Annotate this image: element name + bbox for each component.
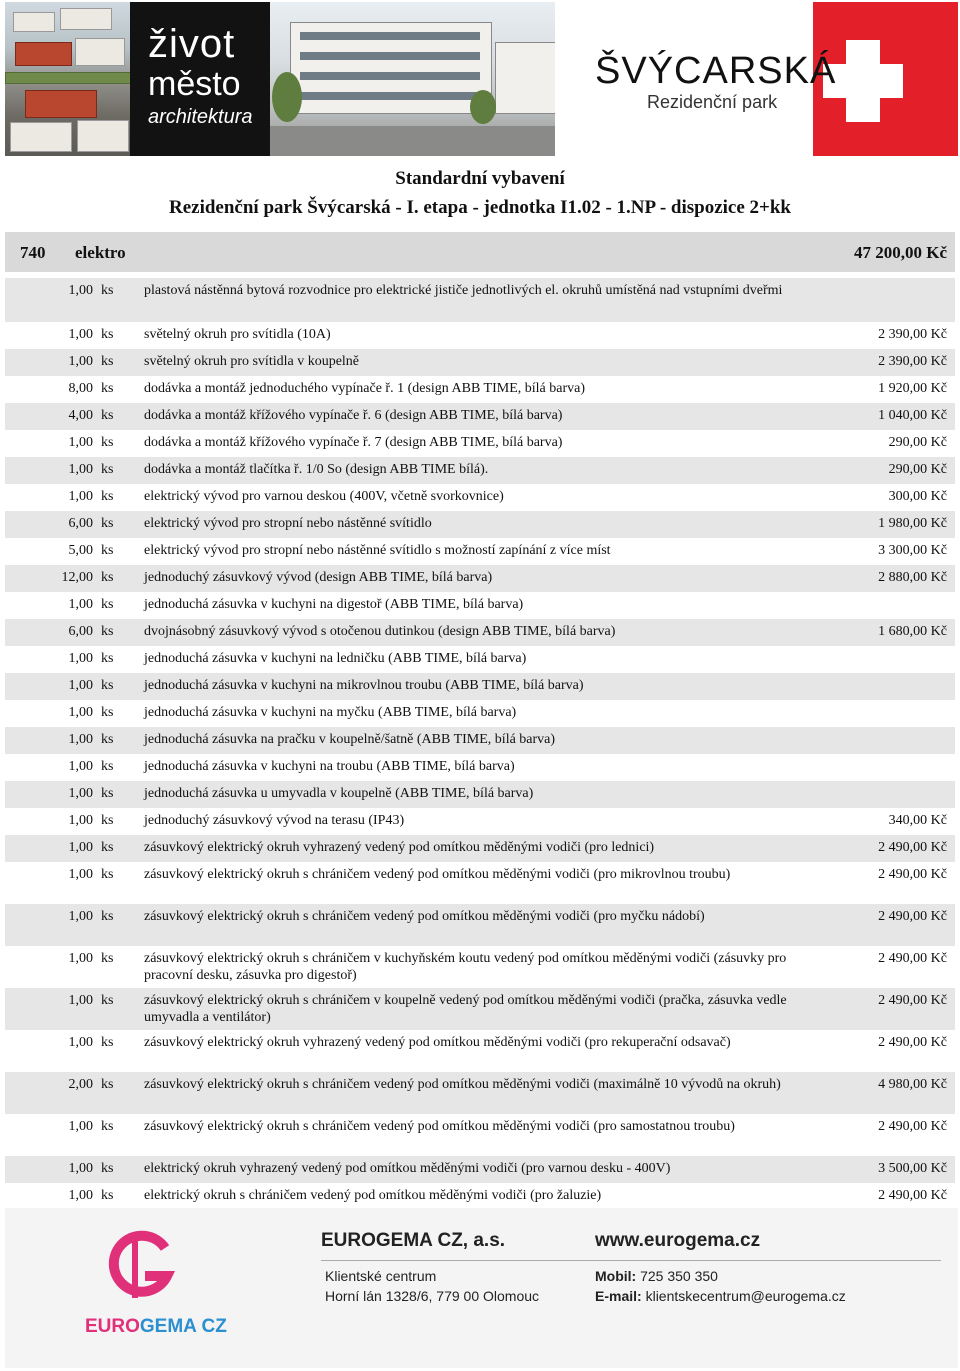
item-qty: 1,00 bbox=[68, 1188, 93, 1203]
item-unit: ks bbox=[101, 909, 114, 924]
address: Horní lán 1328/6, 779 00 Olomouc bbox=[325, 1288, 540, 1304]
item-unit: ks bbox=[101, 1188, 114, 1203]
item-qty: 1,00 bbox=[68, 283, 93, 298]
item-row bbox=[5, 1072, 955, 1114]
item-unit: ks bbox=[101, 759, 114, 774]
document-title: Standardní vybavení bbox=[395, 168, 565, 189]
item-price: 2 490,00 Kč bbox=[878, 1119, 947, 1134]
website-link[interactable]: www.eurogema.cz bbox=[595, 1230, 761, 1251]
item-desc: zásuvkový elektrický okruh s chráničem vedený pod omítkou měděnými vodiči (pro myčku nádobí) bbox=[144, 909, 705, 924]
item-desc: elektrický vývod pro stropní nebo nástěnné svítidlo bbox=[144, 516, 432, 531]
item-qty: 4,00 bbox=[68, 408, 93, 423]
zivot-mesto-logo bbox=[130, 2, 270, 156]
item-desc: jednoduchá zásuvka v kuchyni na myčku (ABB TIME, bílá barva) bbox=[144, 705, 517, 720]
item-price: 1 920,00 Kč bbox=[878, 381, 947, 396]
item-row bbox=[5, 1030, 955, 1072]
item-row bbox=[5, 457, 955, 484]
item-unit: ks bbox=[101, 624, 114, 639]
item-qty: 1,00 bbox=[68, 951, 93, 966]
item-price: 2 490,00 Kč bbox=[878, 1035, 947, 1050]
item-unit: ks bbox=[101, 651, 114, 666]
mobile-label: Mobil: bbox=[595, 1268, 637, 1284]
item-row bbox=[5, 946, 955, 988]
item-unit: ks bbox=[101, 597, 114, 612]
item-qty: 1,00 bbox=[68, 489, 93, 504]
item-row bbox=[5, 862, 955, 904]
item-price: 2 390,00 Kč bbox=[878, 354, 947, 369]
item-desc: zásuvkový elektrický okruh s chráničem vedený pod omítkou měděnými vodiči (maximálně 10 vývodů na okruh) bbox=[144, 1077, 781, 1092]
item-unit: ks bbox=[101, 327, 114, 342]
item-unit: ks bbox=[101, 381, 114, 396]
footer-brand bbox=[85, 1316, 227, 1338]
item-qty: 1,00 bbox=[68, 597, 93, 612]
item-price: 2 490,00 Kč bbox=[878, 951, 947, 966]
item-row bbox=[5, 988, 955, 1030]
item-qty: 1,00 bbox=[68, 867, 93, 882]
item-unit: ks bbox=[101, 408, 114, 423]
client-center: Klientské centrum bbox=[325, 1268, 437, 1284]
mobile-number[interactable]: 725 350 350 bbox=[640, 1268, 718, 1284]
item-unit: ks bbox=[101, 462, 114, 477]
item-unit: ks bbox=[101, 1077, 114, 1092]
item-qty: 1,00 bbox=[68, 1161, 93, 1176]
item-row bbox=[5, 538, 955, 565]
svycarska-logo-sub: Rezidenční park bbox=[647, 92, 778, 112]
item-unit: ks bbox=[101, 840, 114, 855]
item-qty: 8,00 bbox=[68, 381, 93, 396]
item-row bbox=[5, 700, 955, 727]
item-row bbox=[5, 592, 955, 619]
item-row bbox=[5, 1183, 955, 1210]
item-row bbox=[5, 403, 955, 430]
mobile-line bbox=[595, 1268, 718, 1284]
item-unit: ks bbox=[101, 354, 114, 369]
item-desc: světelný okruh pro svítidla v koupelně bbox=[144, 354, 360, 369]
item-desc: jednoduchá zásuvka v kuchyni na digestoř (ABB TIME, bílá barva) bbox=[144, 597, 524, 612]
item-row bbox=[5, 565, 955, 592]
item-row bbox=[5, 646, 955, 673]
item-qty: 1,00 bbox=[68, 705, 93, 720]
item-qty: 1,00 bbox=[68, 759, 93, 774]
item-desc: dodávka a montáž křížového vypínače ř. 6 (design ABB TIME, bílá barva) bbox=[144, 408, 563, 423]
item-desc: dodávka a montáž tlačítka ř. 1/0 So (design ABB TIME bílá). bbox=[144, 462, 489, 477]
item-row bbox=[5, 835, 955, 862]
item-qty: 5,00 bbox=[68, 543, 93, 558]
item-desc: zásuvkový elektrický okruh s chráničem v kuchyňském koutu vedený pod omítkou měděnými vodiči (zásuvky pro pracovní desku, zásuvka pro digestoř) bbox=[144, 951, 787, 983]
footer-brand-b: GEMA CZ bbox=[139, 1316, 227, 1337]
item-desc: dodávka a montáž křížového vypínače ř. 7 (design ABB TIME, bílá barva) bbox=[144, 435, 563, 450]
header-banner bbox=[5, 2, 958, 156]
item-price: 300,00 Kč bbox=[888, 489, 947, 504]
item-row bbox=[5, 754, 955, 781]
building-photo bbox=[270, 2, 555, 156]
item-price: 2 490,00 Kč bbox=[878, 840, 947, 855]
item-qty: 1,00 bbox=[68, 435, 93, 450]
item-qty: 1,00 bbox=[68, 462, 93, 477]
item-qty: 6,00 bbox=[68, 516, 93, 531]
item-row bbox=[5, 781, 955, 808]
logo-line-2: město bbox=[148, 65, 241, 103]
item-desc: jednoduchá zásuvka v kuchyni na mikrovlnou troubu (ABB TIME, bílá barva) bbox=[144, 678, 584, 693]
item-unit: ks bbox=[101, 283, 114, 298]
section-header bbox=[5, 232, 955, 272]
document-subtitle: Rezidenční park Švýcarská - I. etapa - jednotka I1.02 - 1.NP - dispozice 2+kk bbox=[168, 197, 791, 218]
item-desc: elektrický vývod pro varnou deskou (400V, včetně svorkovnice) bbox=[144, 489, 504, 504]
svycarska-logo-name: ŠVÝCARSKÁ bbox=[595, 50, 837, 92]
item-desc: elektrický vývod pro stropní nebo nástěnné svítidlo s možností zapínání z více míst bbox=[144, 543, 611, 558]
item-desc: zásuvkový elektrický okruh vyhrazený vedený pod omítkou měděnými vodiči (pro rekuperační odsavač) bbox=[144, 1035, 731, 1050]
item-unit: ks bbox=[101, 435, 114, 450]
item-desc: dodávka a montáž jednoduchého vypínače ř. 1 (design ABB TIME, bílá barva) bbox=[144, 381, 586, 396]
eurogema-logo-icon bbox=[105, 1226, 177, 1306]
item-desc: jednoduchý zásuvkový vývod (design ABB TIME, bílá barva) bbox=[144, 570, 493, 585]
item-unit: ks bbox=[101, 678, 114, 693]
item-desc: jednoduchá zásuvka u umyvadla v koupelně (ABB TIME, bílá barva) bbox=[144, 786, 534, 801]
item-desc: zásuvkový elektrický okruh s chráničem vedený pod omítkou měděnými vodiči (pro samostatnou troubu) bbox=[144, 1119, 735, 1134]
item-row bbox=[5, 619, 955, 646]
item-price: 1 680,00 Kč bbox=[878, 624, 947, 639]
item-price: 3 300,00 Kč bbox=[878, 543, 947, 558]
item-row bbox=[5, 727, 955, 754]
item-price: 2 880,00 Kč bbox=[878, 570, 947, 585]
item-price: 3 500,00 Kč bbox=[878, 1161, 947, 1176]
item-row bbox=[5, 430, 955, 457]
item-unit: ks bbox=[101, 543, 114, 558]
item-price: 1 040,00 Kč bbox=[878, 408, 947, 423]
item-price: 2 490,00 Kč bbox=[878, 993, 947, 1008]
item-desc: plastová nástěnná bytová rozvodnice pro elektrické jističe jednotlivých el. okruhů umístěná nad vstupními dveřmi bbox=[144, 283, 783, 298]
item-price: 2 390,00 Kč bbox=[878, 327, 947, 342]
item-qty: 1,00 bbox=[68, 909, 93, 924]
item-desc: zásuvkový elektrický okruh s chráničem vedený pod omítkou měděnými vodiči (pro mikrovlnou troubu) bbox=[144, 867, 731, 882]
item-desc: jednoduchá zásuvka v kuchyni na troubu (ABB TIME, bílá barva) bbox=[144, 759, 515, 774]
item-row bbox=[5, 1114, 955, 1156]
item-desc: zásuvkový elektrický okruh s chráničem v koupelně vedený pod omítkou měděnými vodiči (pračka, zásuvka vedle umyvadla a ventilátor) bbox=[144, 993, 787, 1025]
item-qty: 1,00 bbox=[68, 1035, 93, 1050]
email-address[interactable]: klientskecentrum@eurogema.cz bbox=[645, 1288, 846, 1304]
item-qty: 1,00 bbox=[68, 651, 93, 666]
item-qty: 1,00 bbox=[68, 813, 93, 828]
company-name: EUROGEMA CZ, a.s. bbox=[321, 1230, 506, 1251]
item-desc: dvojnásobný zásuvkový vývod s otočenou dutinkou (design ABB TIME, bílá barva) bbox=[144, 624, 616, 639]
aerial-photo bbox=[5, 2, 130, 156]
item-qty: 1,00 bbox=[68, 732, 93, 747]
item-unit: ks bbox=[101, 570, 114, 585]
item-desc: elektrický okruh s chráničem vedený pod omítkou měděnými vodiči (pro žaluzie) bbox=[144, 1188, 602, 1203]
item-unit: ks bbox=[101, 951, 114, 966]
item-row bbox=[5, 278, 955, 322]
section-code: 740 bbox=[20, 243, 46, 262]
item-price: 2 490,00 Kč bbox=[878, 909, 947, 924]
footer bbox=[5, 1208, 958, 1368]
item-row bbox=[5, 349, 955, 376]
item-unit: ks bbox=[101, 786, 114, 801]
item-price: 290,00 Kč bbox=[888, 435, 947, 450]
item-unit: ks bbox=[101, 813, 114, 828]
item-desc: světelný okruh pro svítidla (10A) bbox=[144, 327, 331, 342]
footer-divider bbox=[321, 1260, 941, 1261]
item-unit: ks bbox=[101, 732, 114, 747]
item-price: 2 490,00 Kč bbox=[878, 867, 947, 882]
item-qty: 1,00 bbox=[68, 1119, 93, 1134]
item-qty: 1,00 bbox=[68, 354, 93, 369]
item-qty: 1,00 bbox=[68, 786, 93, 801]
item-unit: ks bbox=[101, 993, 114, 1008]
item-unit: ks bbox=[101, 867, 114, 882]
item-unit: ks bbox=[101, 489, 114, 504]
item-row bbox=[5, 904, 955, 946]
email-label: E-mail: bbox=[595, 1288, 642, 1304]
item-unit: ks bbox=[101, 1119, 114, 1134]
item-price: 290,00 Kč bbox=[888, 462, 947, 477]
item-desc: zásuvkový elektrický okruh vyhrazený vedený pod omítkou měděnými vodiči (pro lednici) bbox=[144, 840, 655, 855]
footer-brand-a: EURO bbox=[85, 1316, 140, 1337]
item-price: 340,00 Kč bbox=[888, 813, 947, 828]
item-unit: ks bbox=[101, 705, 114, 720]
item-qty: 6,00 bbox=[68, 624, 93, 639]
logo-line-3: architektura bbox=[148, 106, 253, 128]
email-line bbox=[595, 1288, 846, 1304]
item-qty: 1,00 bbox=[68, 678, 93, 693]
svycarska-logo bbox=[555, 2, 958, 156]
item-row bbox=[5, 322, 955, 349]
item-unit: ks bbox=[101, 1035, 114, 1050]
item-qty: 12,00 bbox=[61, 570, 93, 585]
item-price: 1 980,00 Kč bbox=[878, 516, 947, 531]
item-desc: jednoduchá zásuvka na pračku v koupelně/šatně (ABB TIME, bílá barva) bbox=[144, 732, 556, 747]
item-row bbox=[5, 484, 955, 511]
logo-line-1: život bbox=[148, 22, 236, 66]
item-desc: jednoduchá zásuvka v kuchyni na ledničku (ABB TIME, bílá barva) bbox=[144, 651, 527, 666]
item-row bbox=[5, 1156, 955, 1183]
item-desc: jednoduchý zásuvkový vývod na terasu (IP43) bbox=[144, 813, 405, 828]
item-row bbox=[5, 511, 955, 538]
item-price: 2 490,00 Kč bbox=[878, 1188, 947, 1203]
item-qty: 2,00 bbox=[68, 1077, 93, 1092]
section-name: elektro bbox=[75, 243, 126, 262]
item-desc: elektrický okruh vyhrazený vedený pod omítkou měděnými vodiči (pro varnou desku - 400V) bbox=[144, 1161, 671, 1176]
item-price: 4 980,00 Kč bbox=[878, 1077, 947, 1092]
item-unit: ks bbox=[101, 1161, 114, 1176]
section-total: 47 200,00 Kč bbox=[853, 243, 947, 262]
item-qty: 1,00 bbox=[68, 993, 93, 1008]
item-row bbox=[5, 376, 955, 403]
item-qty: 1,00 bbox=[68, 327, 93, 342]
item-row bbox=[5, 673, 955, 700]
item-unit: ks bbox=[101, 516, 114, 531]
item-qty: 1,00 bbox=[68, 840, 93, 855]
item-row bbox=[5, 808, 955, 835]
